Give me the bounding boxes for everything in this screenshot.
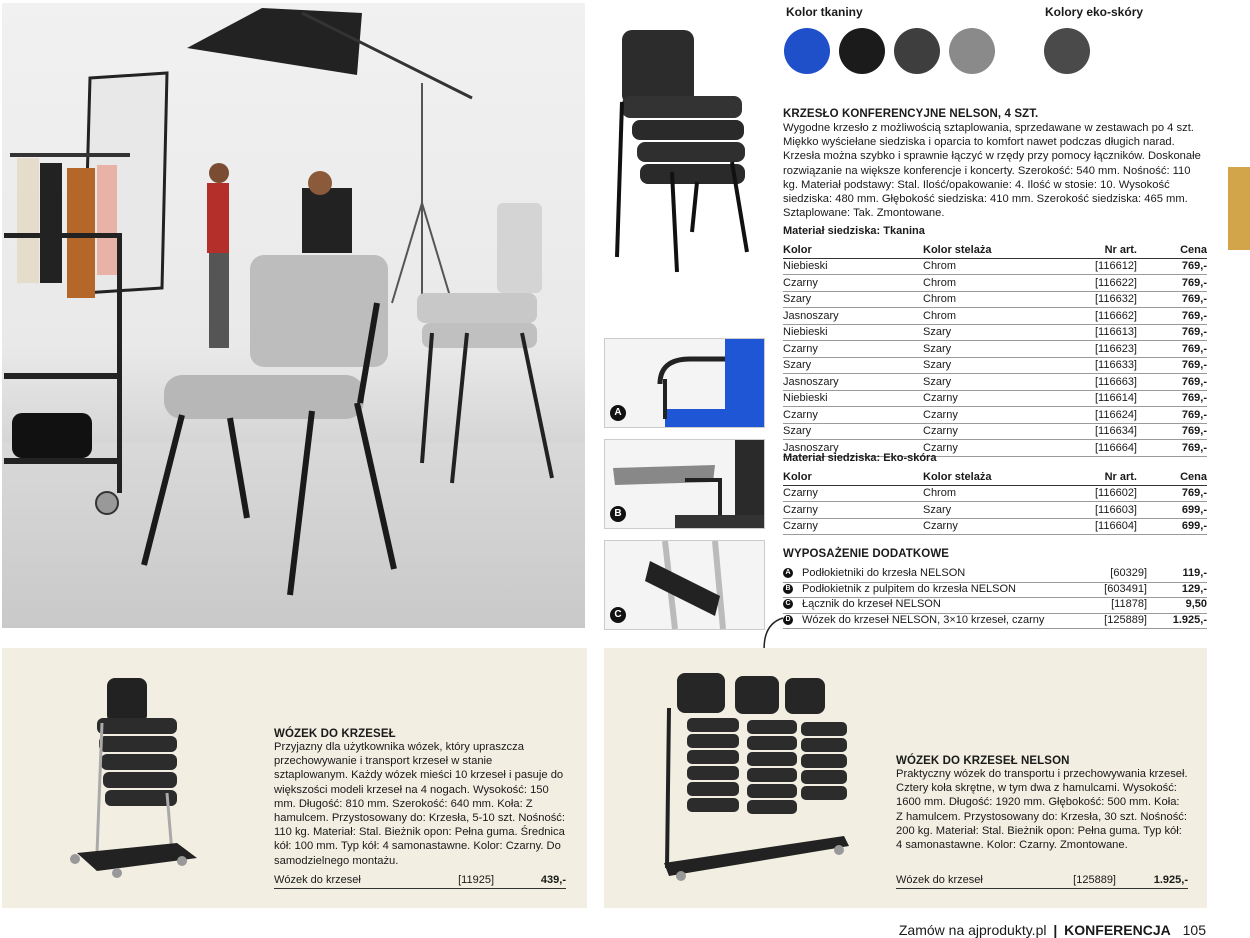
cell-nr-art: [116664] [1063,440,1137,457]
cell-cena: 769,- [1137,291,1207,308]
trolley-panel-1 [2,648,587,908]
accessory-letter-badge: B [783,584,793,594]
cell-nr-art: [116624] [1063,407,1137,424]
cell-kolor: Niebieski [783,258,923,275]
cell-cena: 699,- [1137,502,1207,519]
cell-nr-art: [116632] [1063,291,1137,308]
table-row [783,258,1207,275]
cell-kolor-stelaza: Szary [923,324,1063,341]
col-kolor-stelaza: Kolor stelaża [923,469,1063,485]
accessory-price: 129,- [1181,582,1207,595]
cell-kolor: Jasnoszary [783,374,923,391]
footer-separator: | [1053,922,1058,938]
accessory-name: Podłokietniki do krzesła NELSON [802,567,966,579]
cell-nr-art: [116623] [1063,341,1137,358]
cell-nr-art: [116614] [1063,390,1137,407]
fabric-swatch [894,28,940,74]
table-row [783,341,1207,358]
table-row [783,502,1207,519]
table-row [783,308,1207,325]
trolley-1-title: WÓZEK DO KRZESEŁ [274,728,396,740]
cell-kolor-stelaza: Czarny [923,390,1063,407]
trolley-2-description: Praktyczny wózek do transportu i przechowywania krzeseł. Cztery koła skrętne, w tym dwa z hamulcami. Wysokość: 1600 mm. Długość: 1920 mm. Głębokość: 500 mm. Koła: Z hamulcem. Przystosowany do: Krzesła, 30 szt. Nośność: 200 kg. Materiał: Stal. Bieżnik opon: Pełna guma. Typ kół: 4 samonastawne. Kolor: Czarny. Zmontowane. [896,768,1188,852]
table-row [783,423,1207,440]
table-row [783,518,1207,535]
cell-kolor-stelaza: Czarny [923,407,1063,424]
accessory-row [783,613,1207,630]
col-kolor-stelaza: Kolor stelaża [923,242,1063,258]
badge-b: B [610,506,626,522]
cell-kolor: Czarny [783,275,923,292]
cell-cena: 769,- [1137,275,1207,292]
trolley-1-price-row [274,874,566,889]
page-number: 105 [1182,922,1206,938]
col-kolor: Kolor [783,469,923,485]
trolley-1-line-name: Wózek do krzeseł [274,874,361,886]
cell-cena: 769,- [1137,357,1207,374]
footer-order-link[interactable]: Zamów na ajprodukty.pl [898,922,1047,938]
cell-nr-art: [116612] [1063,258,1137,275]
cell-kolor-stelaza: Chrom [923,308,1063,325]
col-kolor: Kolor [783,242,923,258]
cell-nr-art: [116622] [1063,275,1137,292]
cell-kolor: Jasnoszary [783,440,923,457]
badge-c: C [610,607,626,623]
cell-cena: 769,- [1137,390,1207,407]
cell-nr-art: [116602] [1063,485,1137,502]
cell-cena: 699,- [1137,518,1207,535]
product-description: Wygodne krzesło z możliwością sztaplowania, sprzedawane w zestawach po 4 szt. Miękko wyściełane siedziska i oparcia to komfort nawet podczas długich narad. Krzesła można szybko i sprawnie łączyć w rzędy przy pomocy łączników. Doskonałe rozwiązanie na większe konferencje i koncerty. Szerokość: 540 mm. Nośność: 110 kg. Materiał podstawy: Stal. Ilość/opakowanie: 4. Ilość w stosie: 10. Wysokość siedziska: 480 mm. Głębokość siedziska: 410 mm. Szerokość siedziska: 465 mm. Sztaplowane: Tak. Zmontowane. [783,122,1201,220]
eco-price-table [783,469,1207,535]
accessory-name: Łącznik do krzeseł NELSON [802,598,941,610]
cell-cena: 769,- [1137,308,1207,325]
cell-kolor-stelaza: Szary [923,357,1063,374]
fabric-price-table [783,242,1207,457]
cell-kolor: Czarny [783,502,923,519]
table-row [783,390,1207,407]
cell-kolor: Niebieski [783,324,923,341]
accessory-row [783,566,1207,583]
col-nr-art: Nr art. [1063,469,1137,485]
trolley-2-image [659,668,859,908]
accessories-heading: WYPOSAŻENIE DODATKOWE [783,548,950,560]
cell-kolor: Szary [783,357,923,374]
footer-section: KONFERENCJA [1064,922,1171,938]
cell-cena: 769,- [1137,324,1207,341]
thumb-armrests [604,338,765,428]
fabric-swatch [839,28,885,74]
trolley-1-line-price: 439,- [540,874,566,886]
accessory-price: 1.925,- [1172,613,1207,626]
trolley-1-image [57,673,257,903]
trolley-2-line-name: Wózek do krzeseł [896,874,983,886]
accessory-name: Wózek do krzeseł NELSON, 3×10 krzeseł, czarny [802,613,1045,626]
table-row [783,324,1207,341]
cell-kolor-stelaza: Czarny [923,440,1063,457]
cell-kolor: Niebieski [783,390,923,407]
cell-kolor: Czarny [783,407,923,424]
accessory-letter-badge: A [783,568,793,578]
cell-kolor-stelaza: Szary [923,374,1063,391]
cell-nr-art: [116634] [1063,423,1137,440]
accessory-letter-badge: D [783,615,793,625]
product-title: KRZESŁO KONFERENCYJNE NELSON, 4 SZT. [783,108,1039,120]
cell-kolor: Szary [783,423,923,440]
accessory-nr: [125889] [1104,613,1147,626]
cell-nr-art: [116662] [1063,308,1137,325]
cell-kolor-stelaza: Chrom [923,258,1063,275]
accessory-price: 9,50 [1185,598,1207,610]
page-footer [899,922,1206,938]
accessory-price: 119,- [1182,567,1207,579]
trolley-1-line-nr: [11925] [458,874,494,886]
cell-kolor-stelaza: Chrom [923,275,1063,292]
col-cena: Cena [1137,469,1207,485]
fabric-table-heading: Materiał siedziska: Tkanina [783,225,925,237]
cell-kolor-stelaza: Chrom [923,291,1063,308]
accessory-name: Podłokietnik z pulpitem do krzesła NELSON [802,582,1016,595]
col-nr-art: Nr art. [1063,242,1137,258]
hero-photo-conference-chairs [2,3,585,628]
thumb-connector [604,540,765,630]
accessory-nr: [11878] [1111,598,1147,610]
cell-cena: 769,- [1137,423,1207,440]
cell-nr-art: [116604] [1063,518,1137,535]
trolley-panel-2 [604,648,1207,908]
table-row [783,357,1207,374]
section-accent-tab [1228,167,1250,250]
accessory-nr: [60329] [1110,567,1147,579]
cell-cena: 769,- [1137,485,1207,502]
cell-kolor-stelaza: Czarny [923,518,1063,535]
table-row [783,407,1207,424]
hero-scene-illustration [2,3,585,628]
cell-nr-art: [116633] [1063,357,1137,374]
accessory-nr: [603491] [1104,582,1147,595]
cell-kolor-stelaza: Szary [923,341,1063,358]
cell-kolor-stelaza: Chrom [923,485,1063,502]
fabric-swatch [784,28,830,74]
badge-a: A [610,405,626,421]
accessory-row [783,582,1207,599]
cell-kolor: Czarny [783,485,923,502]
cell-cena: 769,- [1137,440,1207,457]
accessory-letter-badge: C [783,599,793,609]
cell-cena: 769,- [1137,341,1207,358]
cell-nr-art: [116603] [1063,502,1137,519]
eco-leather-color-title: Kolory eko-skóry [1045,5,1144,19]
accessory-row [783,597,1207,614]
trolley-2-line-nr: [125889] [1073,874,1116,886]
trolley-2-title: WÓZEK DO KRZESEŁ NELSON [896,755,1070,767]
cell-kolor: Czarny [783,518,923,535]
table-row [783,291,1207,308]
cell-nr-art: [116613] [1063,324,1137,341]
thumb-writing-tablet [604,439,765,529]
col-cena: Cena [1137,242,1207,258]
table-row [783,485,1207,502]
cell-kolor: Szary [783,291,923,308]
fabric-color-title: Kolor tkaniny [786,5,863,19]
trolley-1-description: Przyjazny dla użytkownika wózek, który upraszcza przechowywanie i transport krzeseł w stanie sztaplowanym. Każdy wózek mieści 10 krzeseł i pasuje do większości modeli krzeseł na 4 nogach. Wysokość: 150 mm. Długość: 810 mm. Szerokość: 640 mm. Koła: Z hamulcem. Przystosowany do: Krzesła, 5-10 szt. Nośność: 110 kg. Materiał: Stal. Bieżnik opon: Pełna guma. Średnica kół: 100 mm. Typ kół: 4 samonastawne. Kolor: Czarny. Do samodzielnego montażu. [274,741,565,867]
cell-kolor-stelaza: Szary [923,502,1063,519]
trolley-2-line-price: 1.925,- [1153,874,1188,886]
eco-leather-swatch [1044,28,1090,74]
cell-kolor: Czarny [783,341,923,358]
cell-nr-art: [116663] [1063,374,1137,391]
fabric-swatch [949,28,995,74]
cell-kolor: Jasnoszary [783,308,923,325]
table-row [783,275,1207,292]
stacked-chairs-image [592,22,762,292]
cell-kolor-stelaza: Czarny [923,423,1063,440]
table-row [783,374,1207,391]
cell-cena: 769,- [1137,407,1207,424]
trolley-2-price-row [896,874,1188,889]
eco-table-heading: Materiał siedziska: Eko-skóra [783,452,937,464]
cell-cena: 769,- [1137,258,1207,275]
cell-cena: 769,- [1137,374,1207,391]
